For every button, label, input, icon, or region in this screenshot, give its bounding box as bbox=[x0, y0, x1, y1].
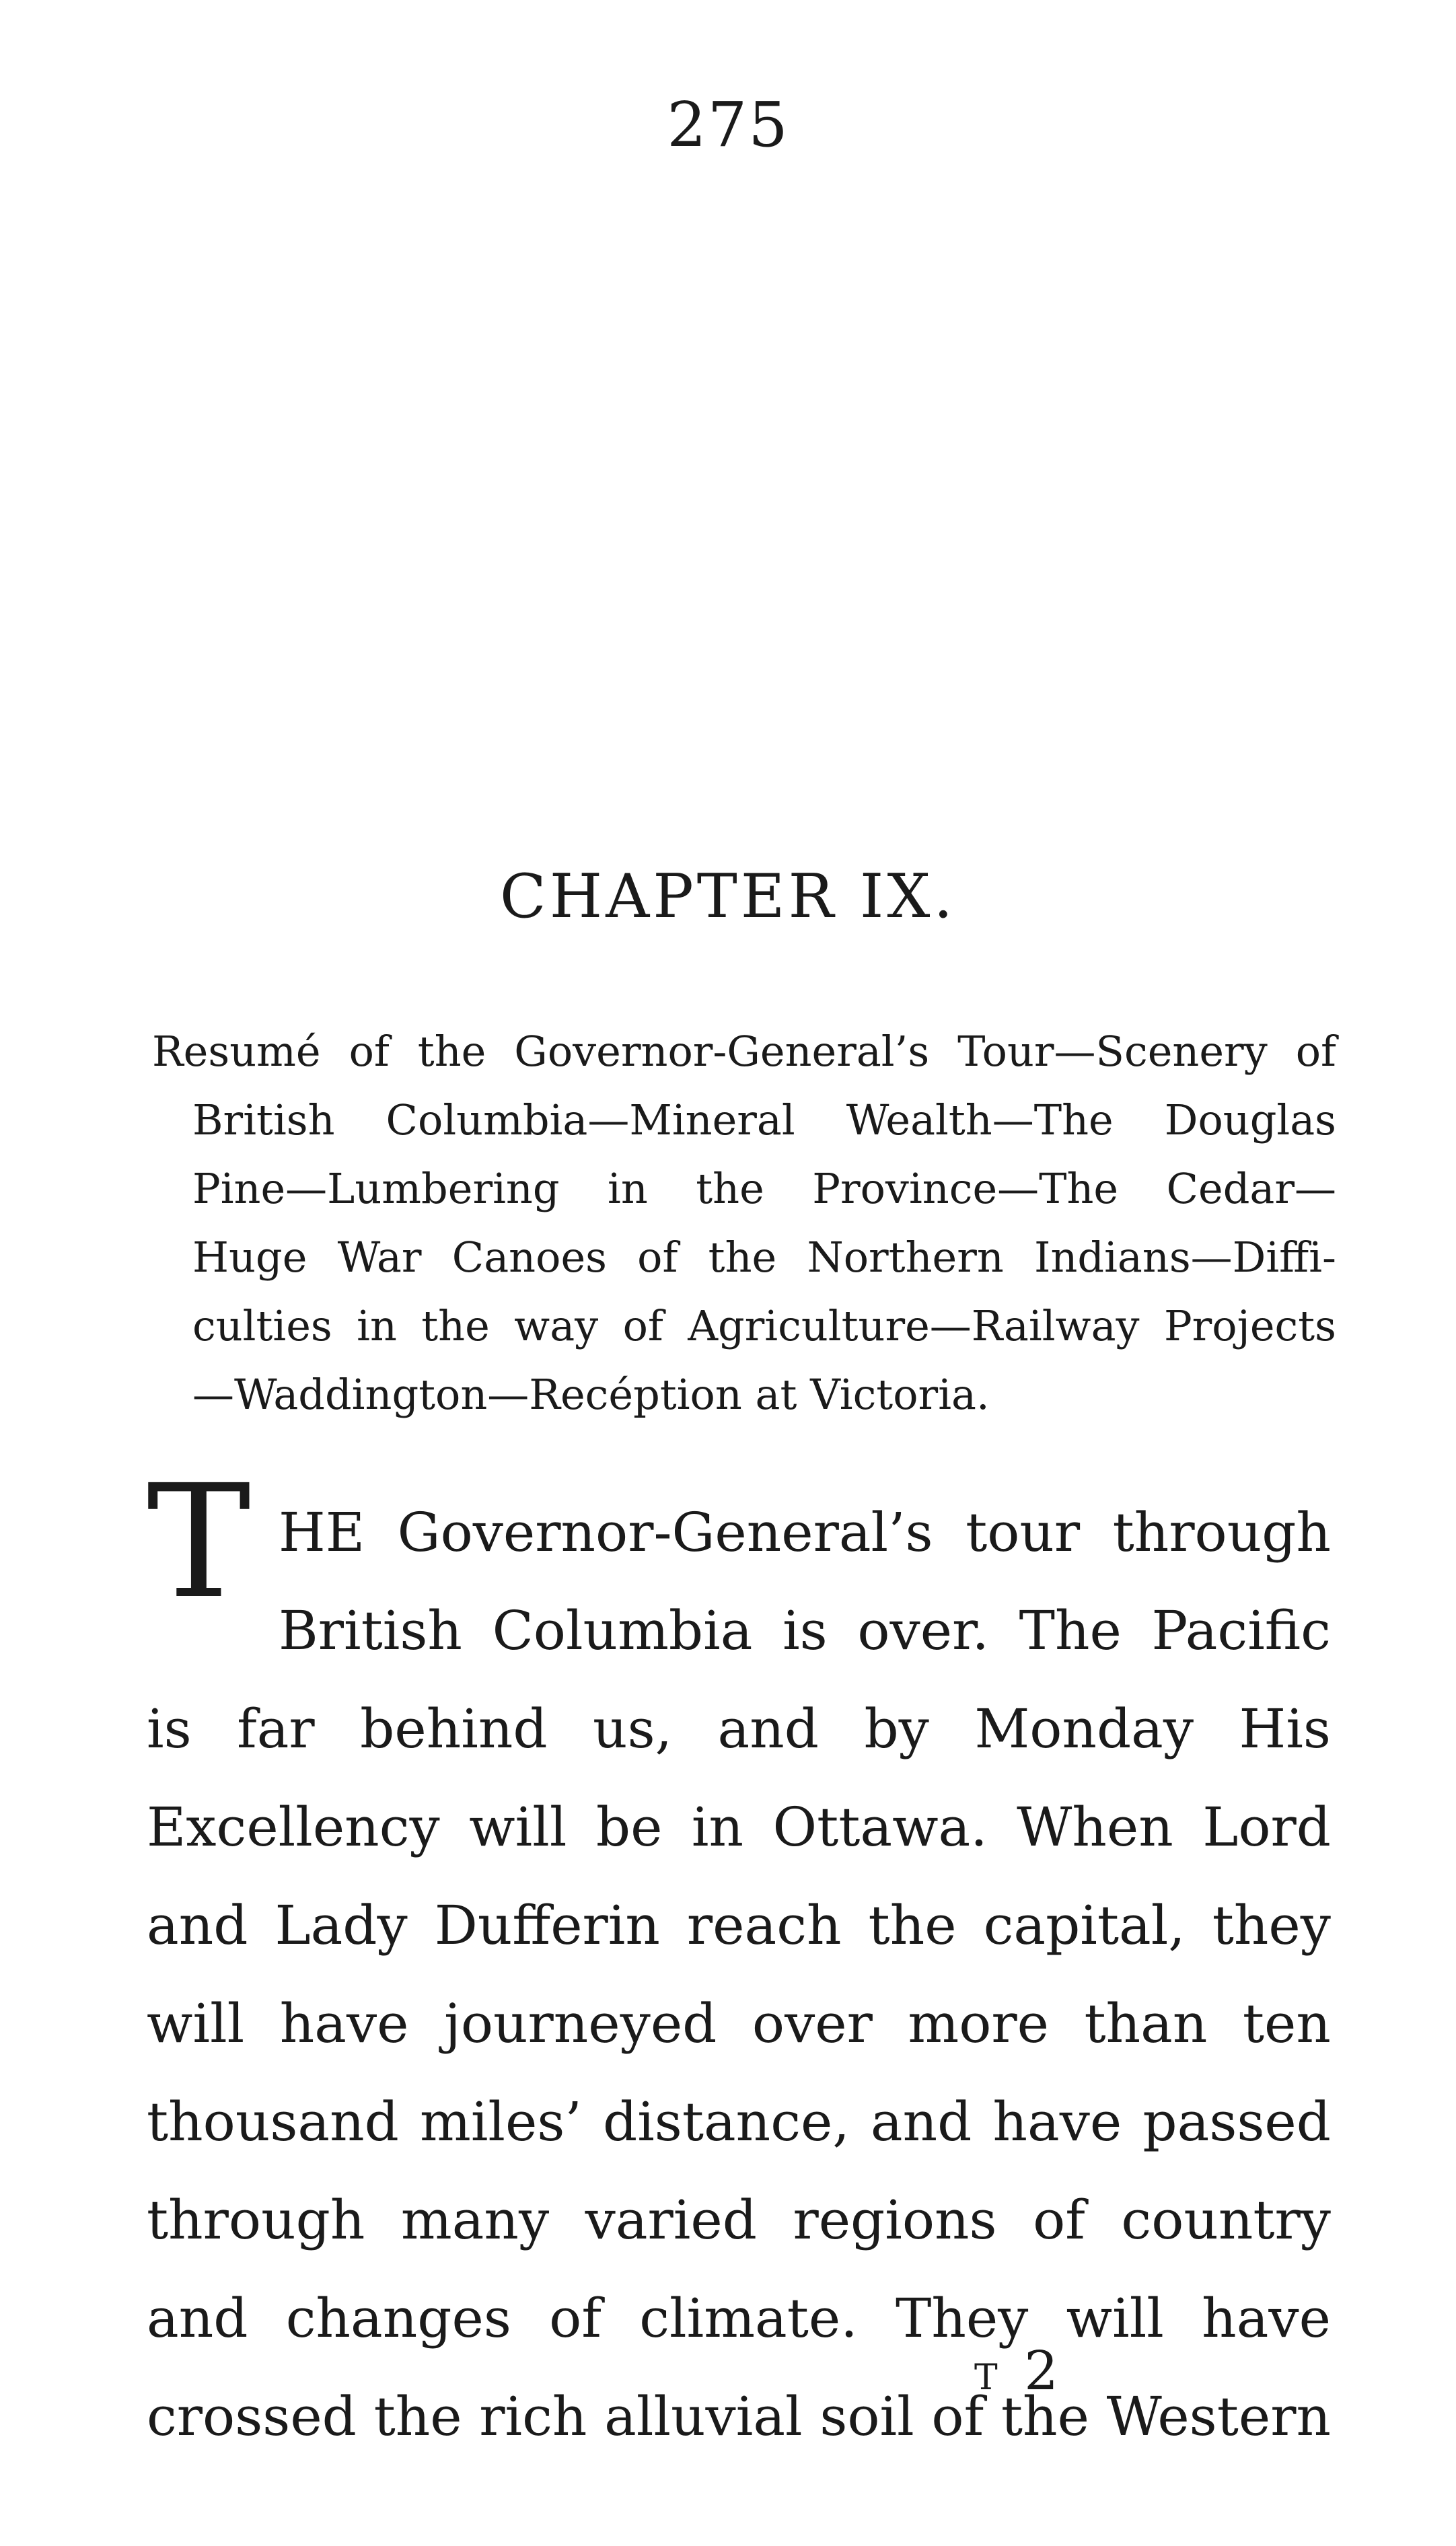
summary-line: Resumé of the Governor-General’s Tour—Scenery of bbox=[152, 1027, 1336, 1076]
text-line: crossed the rich alluvial soil of the Western bbox=[147, 2385, 1331, 2448]
drop-cap: T bbox=[147, 1451, 251, 1633]
signature-number: 2 bbox=[1024, 2339, 1068, 2402]
page-number: 275 bbox=[667, 89, 789, 161]
chapter-heading: CHAPTER IX. bbox=[499, 861, 957, 932]
summary-line: Huge War Canoes of the Northern Indians—Diffi- bbox=[192, 1233, 1336, 1282]
signature-letter: T bbox=[974, 2358, 998, 2398]
text-line: will have journeyed over more than ten bbox=[147, 1992, 1331, 2055]
summary-line: —Waddington—Recéption at Victoria. bbox=[192, 1370, 990, 1419]
text-line: is far behind us, and by Monday His bbox=[147, 1698, 1331, 1760]
text-line: and changes of climate. They will have bbox=[147, 2287, 1331, 2350]
summary-line: British Columbia—Mineral Wealth—The Douglas bbox=[192, 1095, 1336, 1144]
signature-mark bbox=[974, 2339, 1068, 2402]
text-line: HE Governor-General’s tour through bbox=[279, 1501, 1331, 1564]
body-text bbox=[147, 1484, 1331, 2466]
summary-line: culties in the way of Agriculture—Railway Projects bbox=[192, 1301, 1336, 1350]
text-line: British Columbia is over. The Pacific bbox=[279, 1599, 1331, 1662]
text-line: and Lady Dufferin reach the capital, they bbox=[147, 1894, 1331, 1957]
text-line: through many varied regions of country bbox=[147, 2189, 1331, 2251]
summary-line: Pine—Lumbering in the Province—The Cedar— bbox=[192, 1164, 1336, 1213]
text-line: thousand miles’ distance, and have passed bbox=[147, 2090, 1331, 2153]
text-line: Excellency will be in Ottawa. When Lord bbox=[147, 1796, 1331, 1858]
chapter-summary bbox=[152, 1017, 1336, 1429]
